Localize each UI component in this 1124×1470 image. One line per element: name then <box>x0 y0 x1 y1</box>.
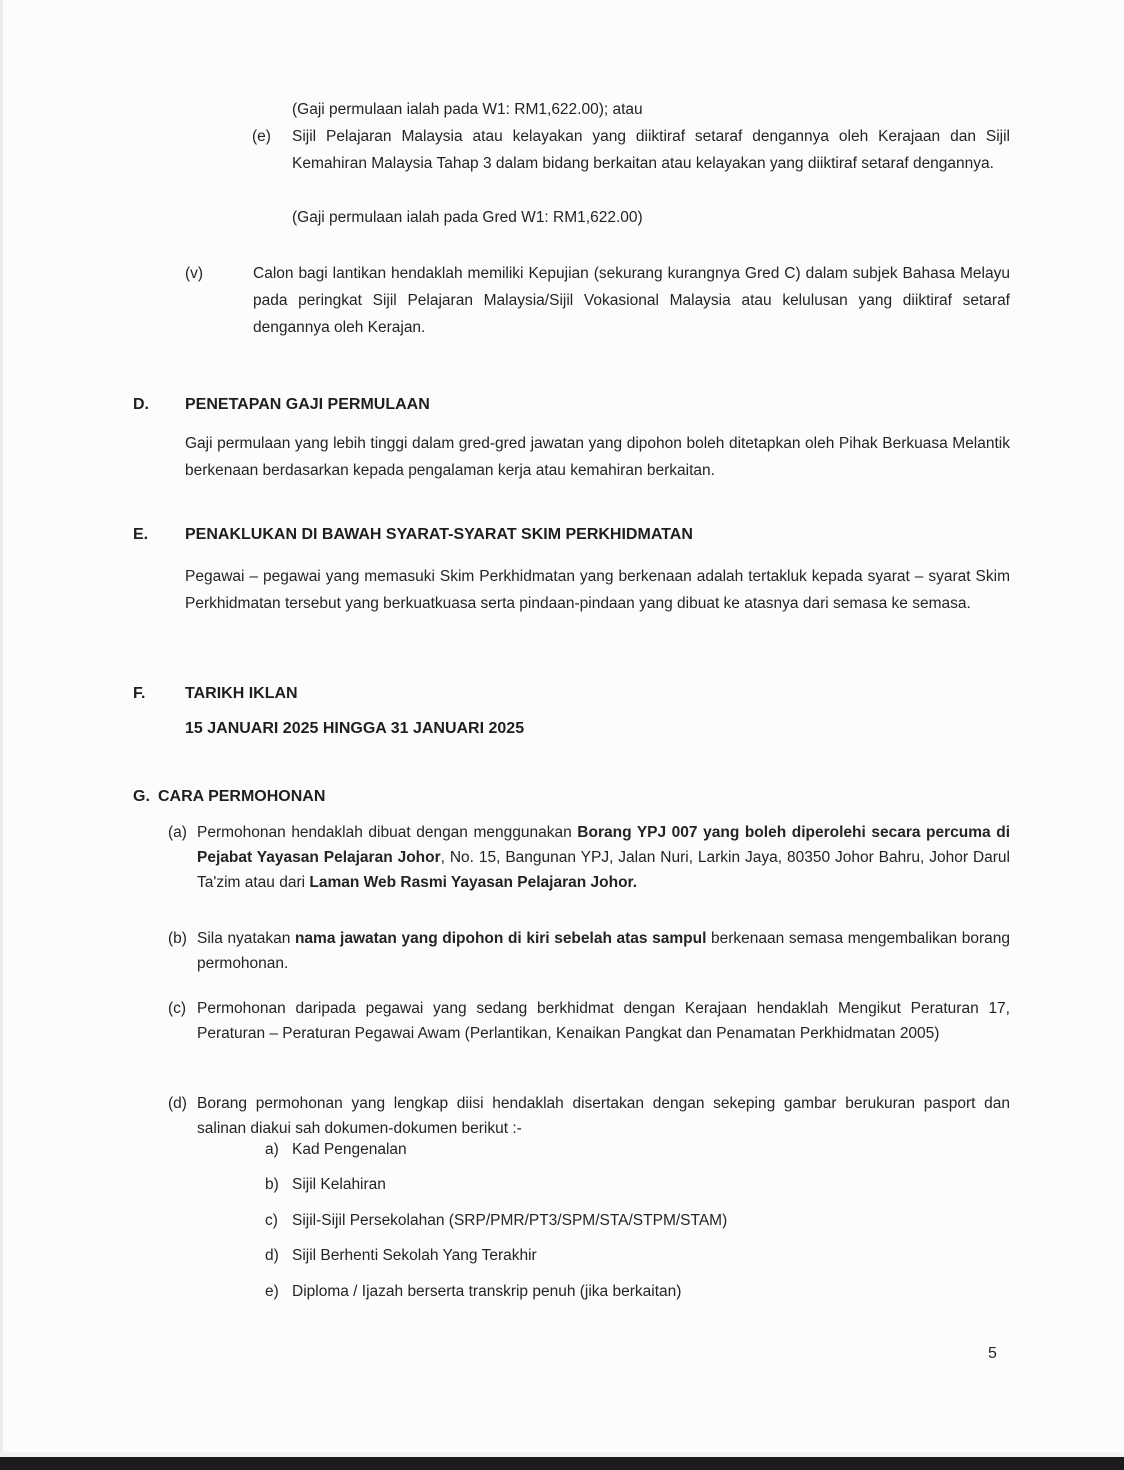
g-item-c-text: Permohonan daripada pegawai yang sedang berkhidmat dengan Kerajaan hendaklah Mengikut Peraturan 17, Peraturan – Peraturan Pegawai Awam (Perlantikan, Kenaikan Pangkat dan Penamatan Perkhidmatan 2005) <box>197 1000 1010 1042</box>
section-f-title: TARIKH IKLAN <box>185 685 298 702</box>
g-item-a-label: (a) <box>168 824 187 841</box>
section-e-letter: E. <box>133 526 149 543</box>
section-f-heading <box>133 680 298 707</box>
document-list-item-text: Sijil Kelahiran <box>292 1176 386 1193</box>
section-d-title: PENETAPAN GAJI PERMULAAN <box>185 396 430 413</box>
document-list-item-label: e) <box>265 1283 279 1300</box>
section-g-letter: G. <box>133 788 150 805</box>
document-list-item-text: Diploma / Ijazah berserta transkrip penuh (jika berkaitan) <box>292 1283 682 1300</box>
document-list-item <box>265 1278 1010 1305</box>
section-d-body: Gaji permulaan yang lebih tinggi dalam gred-gred jawatan yang dipohon boleh ditetapkan oleh Pihak Berkuasa Melantik berkenaan berdasarkan kepada pengalaman kerja atau kemahiran berkaitan. <box>185 435 1010 479</box>
section-g-title: CARA PERMOHONAN <box>158 788 326 805</box>
document-list-item-label: d) <box>265 1247 279 1264</box>
list-item-v <box>185 260 1010 341</box>
section-f-letter: F. <box>133 685 146 702</box>
g-item-a-text: Permohonan hendaklah dibuat dengan menggunakan Borang YPJ 007 yang boleh diperolehi secara percuma di Pejabat Yayasan Pelajaran Johor, No. 15, Bangunan YPJ, Jalan Nuri, Larkin Jaya, 80350 Johor Bahru, Johor Darul Ta'zim atau dari Laman Web Rasmi Yayasan Pelajaran Johor. <box>197 824 1010 891</box>
document-list-item-text: Kad Pengenalan <box>292 1141 407 1158</box>
g-item-d <box>168 1091 1010 1141</box>
g-item-b-label: (b) <box>168 930 187 947</box>
gaji-w1-line: (Gaji permulaan ialah pada W1: RM1,622.00); atau <box>292 101 643 118</box>
page-number: 5 <box>988 1345 997 1362</box>
document-list-item <box>265 1242 1010 1269</box>
document-list-item-label: a) <box>265 1141 279 1158</box>
list-item-v-label: (v) <box>185 265 204 282</box>
section-d-heading <box>133 391 430 418</box>
g-item-a <box>168 820 1010 895</box>
scan-left-edge <box>0 0 3 1470</box>
g-item-b-text: Sila nyatakan nama jawatan yang dipohon di kiri sebelah atas sampul berkenaan semasa mengembalikan borang permohonan. <box>197 930 1010 972</box>
document-list-item-text: Sijil Berhenti Sekolah Yang Terakhir <box>292 1247 537 1264</box>
g-item-d-label: (d) <box>168 1095 187 1112</box>
document-list-item-text: Sijil-Sijil Persekolahan (SRP/PMR/PT3/SPM/STA/STPM/STAM) <box>292 1212 728 1229</box>
document-list-item <box>265 1207 1010 1234</box>
section-e-body: Pegawai – pegawai yang memasuki Skim Perkhidmatan yang berkenaan adalah tertakluk kepada syarat – syarat Skim Perkhidmatan tersebut yang berkuatkuasa serta pindaan-pindaan yang dibuat ke atasnya dari semasa ke semasa. <box>185 568 1010 612</box>
document-list-item <box>265 1171 1010 1198</box>
document-list-item-label: c) <box>265 1212 278 1229</box>
document-list-item-label: b) <box>265 1176 279 1193</box>
section-e-title: PENAKLUKAN DI BAWAH SYARAT-SYARAT SKIM PERKHIDMATAN <box>185 526 693 543</box>
list-item-e-label: (e) <box>252 128 271 145</box>
list-item-v-text: Calon bagi lantikan hendaklah memiliki Kepujian (sekurang kurangnya Gred C) dalam subjek Bahasa Melayu pada peringkat Sijil Pelajaran Malaysia/Sijil Vokasional Malaysia atau kelulusan yang diiktiraf setaraf dengannya oleh Kerajan. <box>253 265 1010 336</box>
section-e-heading <box>133 521 693 548</box>
list-item-e <box>252 123 1010 177</box>
document-list-item <box>265 1136 1010 1163</box>
g-item-d-text: Borang permohonan yang lengkap diisi hendaklah disertakan dengan sekeping gambar berukuran pasport dan salinan diakui sah dokumen-dokumen berikut :- <box>197 1095 1010 1137</box>
section-g-heading <box>133 783 325 810</box>
g-item-c-label: (c) <box>168 1000 187 1017</box>
g-item-c <box>168 996 1010 1046</box>
advert-date-range: 15 JANUARI 2025 HINGGA 31 JANUARI 2025 <box>185 720 525 737</box>
section-d-letter: D. <box>133 396 149 413</box>
g-item-b <box>168 926 1010 976</box>
list-item-e-text: Sijil Pelajaran Malaysia atau kelayakan yang diiktiraf setaraf dengannya oleh Kerajaan dan Sijil Kemahiran Malaysia Tahap 3 dalam bidang berkaitan atau kelayakan yang diiktiraf setaraf dengannya. <box>292 128 1010 172</box>
scan-bottom-edge <box>0 1457 1124 1470</box>
gaji-gred-line: (Gaji permulaan ialah pada Gred W1: RM1,622.00) <box>292 209 643 226</box>
